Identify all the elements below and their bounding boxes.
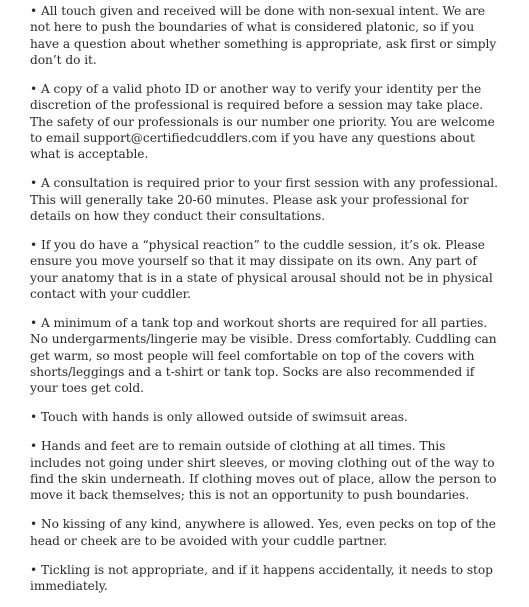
rule-physical-reaction: • If you do have a “physical reaction” to the cuddle session, it’s ok. Please ensure you move yourself so that it may dissipate on its own. Any part of your anatomy that is in a state of physical arousal should not be in physical contact with your cuddler. xyxy=(30,237,493,301)
rule-hands-touch: • Touch with hands is only allowed outside of swimsuit areas. xyxy=(30,410,408,425)
rule-photo-id: • A copy of a valid photo ID or another way to verify your identity per the discretion of the professional is required before a session may take place. The safety of our professionals is our number one priority. You are welcome to email support@certifiedcuddlers.com if you have any questions about what is acceptable. xyxy=(30,81,495,162)
rule-dress-code: • A minimum of a tank top and workout shorts are required for all parties. No undergarments/lingerie may be visible. Dress comfortably. Cuddling can get warm, so most people will feel comfortable on top of the covers with shorts/leggings and a t-shirt or tank top. Socks are also recommended if your toes get cold. xyxy=(30,315,497,396)
rule-non-sexual-intent: • All touch given and received will be done with non-sexual intent. We are not here to push the boundaries of what is considered platonic, so if you have a question about whether something is appropriate, ask first or simply don’t do it. xyxy=(30,4,497,67)
rule-outside-clothing: • Hands and feet are to remain outside of clothing at all times. This includes not going under shirt sleeves, or moving clothing out of the way to find the skin underneath. If clothing moves out of place, allow the person to move it back themselves; this is not an opportunity to push boundaries. xyxy=(30,439,497,503)
rules-document xyxy=(30,3,500,607)
rule-no-tickling: • Tickling is not appropriate, and if it happens accidentally, it needs to stop immediately. xyxy=(30,562,493,593)
rule-consultation: • A consultation is required prior to your first session with any professional. This will generally take 20-60 minutes. Please ask your professional for details on how they conduct their consultations. xyxy=(30,176,498,223)
rule-no-kissing: • No kissing of any kind, anywhere is allowed. Yes, even pecks on top of the head or cheek are to be avoided with your cuddle partner. xyxy=(30,517,496,548)
